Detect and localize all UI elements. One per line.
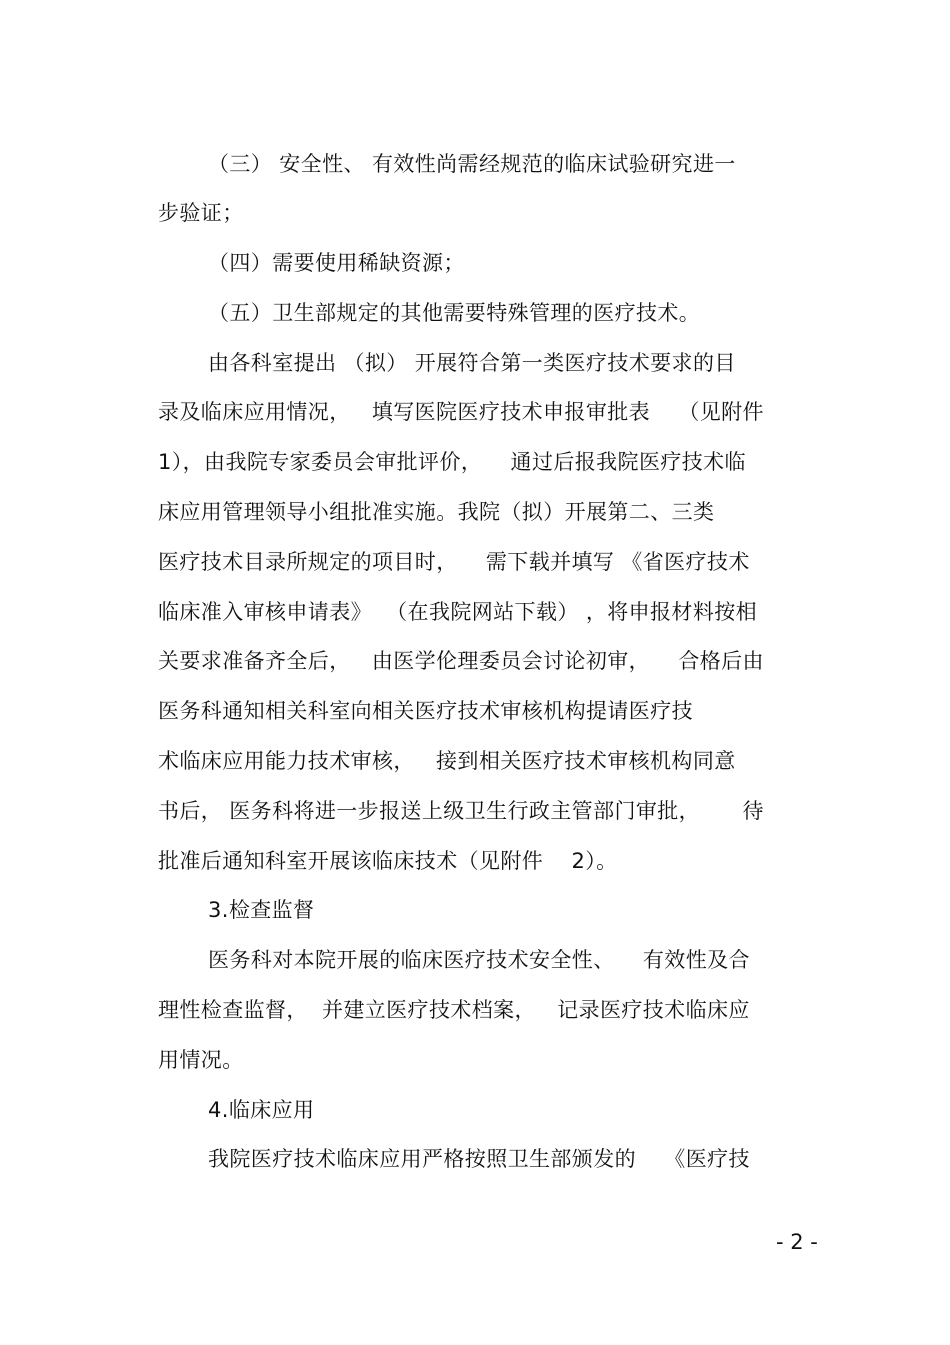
text-line-21: 我院医疗技术临床应用严格按照卫生部颁发的 《医疗技 — [208, 1147, 750, 1171]
text-line-13: 术临床应用能力技术审核， 接到相关医疗技术审核机构同意 — [158, 749, 736, 773]
text-line-15: 批准后通知科室开展该临床技术（见附件 2）。 — [158, 849, 618, 873]
text-line-4: （五）卫生部规定的其他需要特殊管理的医疗技术。 — [208, 301, 701, 325]
text-line-7: 1），由我院专家委员会审批评价， 通过后报我院医疗技术临 — [158, 450, 746, 474]
text-line-19: 用情况。 — [158, 1048, 244, 1072]
text-line-11: 关要求准备齐全后， 由医学伦理委员会讨论初审， 合格后由 — [158, 649, 764, 673]
text-line-14: 书后， 医务科将进一步报送上级卫生行政主管部门审批， 待 — [158, 799, 764, 823]
text-line-10: 临床准入审核申请表》 （在我院网站下载） ，将申报材料按相 — [158, 600, 758, 624]
text-line-17: 医务科对本院开展的临床医疗技术安全性、 有效性及合 — [208, 948, 750, 972]
text-line-3: （四）需要使用稀缺资源； — [208, 251, 465, 275]
text-line-8: 床应用管理领导小组批准实施。我院（拟）开展第二、三类 — [158, 500, 715, 524]
text-line-12: 医务科通知相关科室向相关医疗技术审核机构提请医疗技 — [158, 699, 693, 723]
text-line-18: 理性检查监督， 并建立医疗技术档案， 记录医疗技术临床应 — [158, 998, 750, 1022]
page-number: - 2 - — [776, 1230, 818, 1254]
section-heading-4: 4.临床应用 — [208, 1098, 315, 1122]
text-line-1: （三） 安全性、 有效性尚需经规范的临床试验研究进一 — [208, 152, 736, 176]
text-line-6: 录及临床应用情况， 填写医院医疗技术申报审批表 （见附件 — [158, 400, 764, 424]
section-heading-3: 3.检查监督 — [208, 898, 315, 922]
text-line-5: 由各科室提出 （拟） 开展符合第一类医疗技术要求的目 — [208, 351, 736, 375]
text-line-9: 医疗技术目录所规定的项目时， 需下载并填写 《省医疗技术 — [158, 550, 750, 574]
text-line-2: 步验证； — [158, 201, 244, 225]
